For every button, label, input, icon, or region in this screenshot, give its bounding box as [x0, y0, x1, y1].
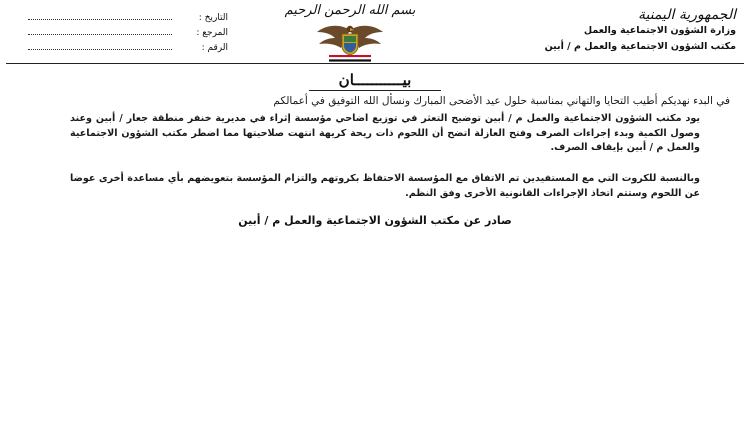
header-center — [260, 2, 440, 62]
statement-paragraph-1: يود مكتب الشؤون الاجتماعية والعمل م / أبين توضيح التعثر في توزيع اضاحي مؤسسة إثراء في مديرية خنفر منطقة جعار / أبين وعند وصول الكمية وبدء إجراءات الصرف وفتح العازلة اتضح أن اللحوم ذات ريحة كريهة انتهت صلاحيتها مما اضطر مكتب الشؤون الاجتماعية والعمل م / أبين بإيقاف الصرف. — [70, 113, 700, 154]
reference-fields — [28, 10, 228, 55]
statement-title-text: بيـــــــــــان — [309, 71, 442, 91]
basmala: بسم الله الرحمن الرحيم — [284, 3, 416, 18]
date-dotted-line — [28, 10, 172, 20]
date-label: التاريخ : — [198, 13, 228, 23]
issuer-header — [496, 6, 736, 53]
yemen-eagle-emblem-icon — [313, 22, 387, 62]
number-dotted-line — [28, 40, 172, 50]
statement-title — [0, 70, 750, 89]
republic-name: الجمهورية اليمنية — [637, 7, 736, 23]
date-field — [28, 10, 228, 25]
office-name: مكتب الشؤون الاجتماعية والعمل م / أبين — [544, 41, 736, 52]
issued-by-line: صادر عن مكتب الشؤون الاجتماعية والعمل م / أبين — [238, 214, 512, 227]
greeting-paragraph: في البدء نهديكم أطيب التحايا والتهاني بمناسبة حلول عيد الأضحى المبارك ونسأل الله التوفيق في أعمالكم — [273, 95, 730, 107]
reference-dotted-line — [28, 25, 172, 35]
ministry-name: وزارة الشؤون الاجتماعية والعمل — [583, 25, 736, 36]
header-divider — [6, 63, 744, 64]
reference-field — [28, 25, 228, 40]
reference-label: المرجع : — [196, 28, 228, 38]
number-field — [28, 40, 228, 55]
statement-paragraph-2: وبالنسبة للكروت التي مع المستفيدين تم الاتفاق مع المؤسسة الاحتفاظ بكروتهم والتزام المؤسسة بتعويضهم بأي مساعدة أخرى عوضا عن اللحوم وستتم اتخاذ الإجراءات القانونية الأخرى وفق النظم. — [70, 173, 700, 199]
number-label: الرقم : — [201, 43, 228, 53]
